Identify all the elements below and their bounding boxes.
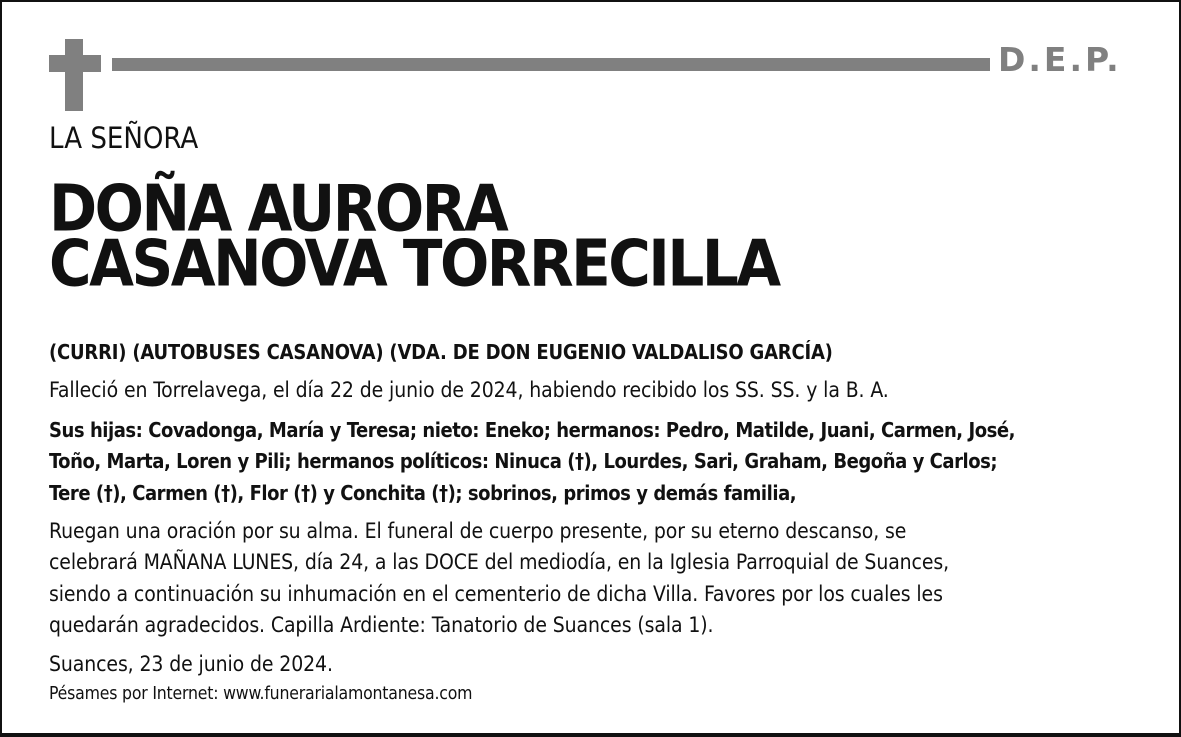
- cross-vertical-bar: [65, 39, 83, 111]
- place-date: Suances, 23 de junio de 2024.: [49, 652, 333, 676]
- deceased-name-line-2: CASANOVA TORRECILLA: [49, 225, 779, 301]
- request-line: Ruegan una oración por su alma. El funeral de cuerpo presente, por su eterno descanso, se: [49, 519, 907, 543]
- header-rule: [112, 58, 990, 71]
- request-line: quedarán agradecidos. Capilla Ardiente: Tanatorio de Suances (sala 1).: [49, 613, 714, 637]
- condolences-web: Pésames por Internet: www.funerarialamontanesa.com: [49, 684, 473, 704]
- family-line: Sus hijas: Covadonga, María y Teresa; nieto: Eneko; hermanos: Pedro, Matilde, Juani, Carmen, José,: [49, 418, 1016, 442]
- dep-label: D.E.P.: [998, 40, 1122, 79]
- deceased-aliases: (CURRI) (AUTOBUSES CASANOVA) (VDA. DE DON EUGENIO VALDALISO GARCÍA): [49, 340, 833, 364]
- family-line: Toño, Marta, Loren y Pili; hermanos políticos: Ninuca (†), Lourdes, Sari, Graham, Begoña y Carlos;: [49, 449, 998, 473]
- honorific: LA SEÑORA: [49, 121, 199, 155]
- death-notice: Falleció en Torrelavega, el día 22 de junio de 2024, habiendo recibido los SS. SS. y la B. A.: [49, 378, 889, 402]
- cross-horizontal-bar: [49, 55, 101, 72]
- request-line: siendo a continuación su inhumación en el cementerio de dicha Villa. Favores por los cuales les: [49, 582, 943, 606]
- family-line: Tere (†), Carmen (†), Flor (†) y Conchita (†); sobrinos, primos y demás familia,: [49, 481, 797, 505]
- request-line: celebrará MAÑANA LUNES, día 24, a las DOCE del mediodía, en la Iglesia Parroquial de Suances,: [49, 550, 950, 574]
- deceased-name-line-1: DOÑA AURORA: [49, 170, 507, 246]
